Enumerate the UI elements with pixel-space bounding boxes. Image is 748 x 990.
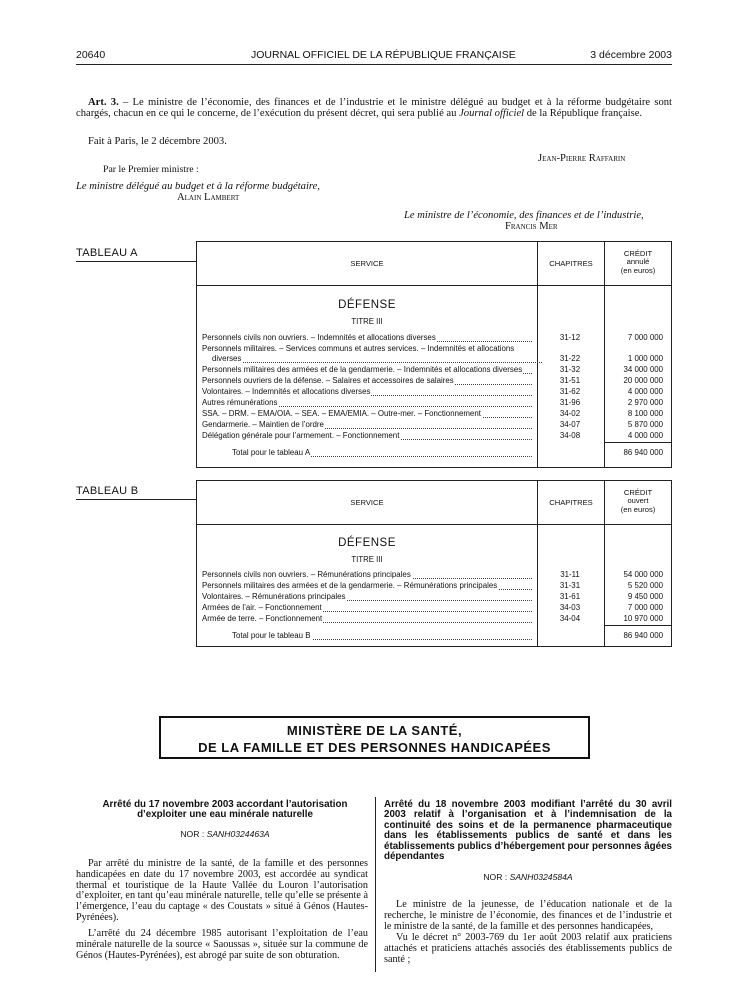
credit-cell: 7 000 000: [627, 333, 663, 342]
ministry-line-2: DE LA FAMILLE ET DES PERSONNES HANDICAPÉES: [198, 740, 551, 755]
left-nor: [84, 829, 366, 839]
col-credit-header: [605, 250, 671, 275]
total-row: [232, 631, 532, 642]
chapitre-cell: 31-32: [559, 365, 581, 374]
column-divider: [375, 797, 376, 972]
service-cell: Personnels civils non ouvriers. – Rémunérations principales: [202, 570, 411, 579]
chapitre-cell: 34-08: [559, 431, 581, 440]
chapitre-cell: 34-04: [559, 614, 581, 623]
right-para-1: Le ministre de la jeunesse, de l’éducation nationale et de la recherche, le ministre de l’économie, des finances et de l’industrie et le ministre de la santé, de la famille et des personnes handicapées,: [384, 899, 672, 932]
credit-cell: 4 000 000: [627, 431, 663, 440]
issue-date: 3 décembre 2003: [590, 49, 672, 61]
total-value: 86 940 000: [623, 631, 663, 640]
budget-minister-title: Le ministre délégué au budget et à la réforme budgétaire,: [76, 181, 321, 192]
journal-officiel-italic: Journal officiel: [459, 108, 525, 120]
col-chapitres-header: CHAPITRES: [549, 259, 593, 268]
tableau-a-label: TABLEAU A: [76, 247, 138, 259]
credit-header-line: CRÉDIT: [623, 488, 653, 497]
service-cell: Volontaires. – Rémunérations principales: [202, 592, 346, 601]
right-arrete-heading: Arrêté du 18 novembre 2003 modifiant l’arrêté du 30 avril 2003 relatif à l’organisation et à l’indemnisation de la continuité des soins et de la permanence pharmaceutique dans les établissements publics de santé et dans les établissements publics d’hébergement pour personnes âgées dépendantes: [384, 799, 673, 863]
tableau-b: [196, 480, 672, 647]
col-service-header: SERVICE: [350, 498, 384, 507]
table-row: [202, 398, 532, 409]
nor-label: NOR :: [180, 829, 207, 839]
chapitre-cell: 31-11: [560, 570, 580, 579]
credit-cell: 54 000 000: [623, 570, 663, 579]
tableau-a: [196, 241, 672, 468]
chapitre-cell: 31-62: [559, 387, 581, 396]
left-para-2: L’arrêté du 24 décembre 1985 autorisant l’exploitation de l’eau minérale naturelle de la source « Saoussas », située sur la commune de Génos (Hautes-Pyrénées), est abrogé par suite de son obturation.: [76, 928, 368, 961]
table-row: [202, 365, 532, 376]
total-label: Total pour le tableau B: [232, 631, 311, 640]
total-rule: [605, 442, 671, 443]
credit-cell: 34 000 000: [623, 365, 663, 374]
table-row: [202, 614, 532, 625]
left-arrete-heading: Arrêté du 17 novembre 2003 accordant l’autorisation d’exploiter une eau minérale naturelle: [102, 799, 348, 821]
total-rule: [605, 625, 671, 626]
left-para-1: Par arrêté du ministre de la santé, de la famille et des personnes handicapées en date du 17 novembre 2003, est accordée au syndicat thermal et touristique de la Haute Vallée du Louron l’autorisation d’exploiter, en tant qu’eau minérale naturelle, telle qu’elle se présente à l’émergence, l’eau du captage « des Coustats » situé à Génos (Hautes-Pyrénées).: [76, 858, 368, 923]
credit-cell: 10 970 000: [623, 614, 663, 623]
fait-a-paris: Fait à Paris, le 2 décembre 2003.: [88, 136, 227, 147]
service-cell: Gendarmerie. – Maintien de l’ordre: [202, 420, 324, 429]
section-defense: DÉFENSE: [338, 537, 396, 549]
tableau-b-label: TABLEAU B: [76, 485, 139, 497]
credit-cell: 20 000 000: [623, 376, 663, 385]
table-row: [202, 387, 532, 398]
total-value: 86 940 000: [623, 448, 663, 457]
chapitre-cell: 31-31: [559, 581, 581, 590]
service-cell: Personnels ouvriers de la défense. – Salaires et accessoires de salaires: [202, 376, 454, 385]
article-3: [76, 97, 672, 119]
table-row: [202, 592, 532, 603]
header-divider: [197, 285, 671, 286]
titre-iii: TITRE III: [351, 555, 383, 564]
service-cell: Volontaires. – Indemnités et allocations diverses: [202, 387, 371, 396]
article-text: – Le ministre de l’économie, des finances et de l’industrie et le ministre délégué au budget et à la réforme budgétaire sont chargés, chacun en ce qui le concerne, de l’exécution du présent décret, qui sera publié au: [76, 97, 672, 120]
table-row: [202, 603, 532, 614]
nor-label: NOR :: [483, 872, 510, 882]
chapitre-cell: 31-22: [559, 354, 581, 363]
chapitre-cell: 34-02: [559, 409, 581, 418]
ministry-line-1: MINISTÈRE DE LA SANTÉ,: [286, 723, 463, 738]
total-row: [232, 448, 532, 459]
table-row: [202, 409, 532, 420]
credit-header-line: CRÉDIT: [623, 249, 653, 258]
tableau-a-rule: [76, 261, 196, 262]
right-nor: [384, 872, 672, 882]
col-service-header: SERVICE: [350, 259, 384, 268]
chapitre-cell: 31-12: [559, 333, 581, 342]
journal-title: JOURNAL OFFICIEL DE LA RÉPUBLIQUE FRANÇAISE: [251, 49, 516, 61]
signatory-prime-minister: Jean-Pierre Raffarin: [538, 153, 626, 164]
chapitre-cell: 31-51: [559, 376, 581, 385]
chapitre-cell: 31-96: [559, 398, 581, 407]
credit-header-line: (en euros): [620, 265, 656, 275]
header-divider: [197, 524, 671, 525]
service-cell: Armée de terre. – Fonctionnement: [202, 614, 323, 623]
credit-cell: 2 970 000: [627, 398, 663, 407]
service-cell: Délégation générale pour l’armement. – Fonctionnement: [202, 431, 400, 440]
table-row-continued: [202, 354, 542, 365]
total-label: Total pour le tableau A: [232, 448, 311, 457]
service-cell: Personnels militaires. – Services communs et autres services. – Indemnités et allocations: [202, 344, 515, 353]
nor-code: SANH0324463A: [206, 829, 270, 839]
credit-cell: 4 000 000: [627, 387, 663, 396]
service-cell: Personnels civils non ouvriers. – Indemnités et allocations diverses: [202, 333, 436, 342]
credit-cell: 7 000 000: [627, 603, 663, 612]
credit-cell: 9 450 000: [627, 592, 663, 601]
col-chapitres-header: CHAPITRES: [549, 498, 593, 507]
page-number: 20640: [76, 49, 106, 61]
nor-code: SANH0324584A: [509, 872, 573, 882]
col-credit-header: [605, 489, 671, 514]
service-cell: Armées de l’air. – Fonctionnement: [202, 603, 322, 612]
service-cell: diverses: [212, 354, 242, 363]
service-cell: Personnels militaires des armées et de la gendarmerie. – Rémunérations principales: [202, 581, 498, 590]
credit-header-line: (en euros): [620, 504, 656, 514]
service-cell: Autres rémunérations: [202, 398, 278, 407]
chapitre-cell: 34-03: [559, 603, 581, 612]
credit-cell: 8 100 000: [627, 409, 663, 418]
tableau-b-rule: [76, 499, 196, 500]
running-header: [76, 49, 672, 63]
table-row: [202, 581, 532, 592]
credit-cell: 5 870 000: [627, 420, 663, 429]
credit-cell: 5 520 000: [627, 581, 663, 590]
right-para-2: Vu le décret n° 2003-769 du 1er août 2003 relatif aux praticiens attachés et praticiens attachés associés des établissements publics de santé ;: [384, 932, 672, 965]
table-row: [202, 431, 532, 442]
table-row: [202, 333, 532, 344]
article-text-end: de la République française.: [524, 108, 643, 120]
credit-header-line: annulé: [626, 257, 650, 267]
eco-minister-title: Le ministre de l’économie, des finances et de l’industrie,: [404, 210, 644, 221]
ministry-banner: [159, 716, 590, 759]
table-row: [202, 570, 532, 581]
table-row: [202, 376, 532, 387]
chapitre-cell: 31-61: [559, 592, 581, 601]
section-defense: DÉFENSE: [338, 299, 396, 311]
article-label: Art. 3.: [88, 97, 119, 108]
header-rule: [76, 64, 672, 65]
service-cell: SSA. – DRM. – EMA/OIA. – SEA. – EMA/EMIA. – Outre-mer. – Fonctionnement: [202, 409, 481, 418]
chapitre-cell: 34-07: [559, 420, 581, 429]
titre-iii: TITRE III: [351, 317, 383, 326]
budget-minister-name: Alain Lambert: [177, 192, 240, 203]
credit-cell: 1 000 000: [627, 354, 663, 363]
par-premier-ministre: Par le Premier ministre :: [103, 164, 199, 175]
table-row: [202, 420, 532, 431]
service-cell: Personnels militaires des armées et de la gendarmerie. – Indemnités et allocations diverses: [202, 365, 523, 374]
eco-minister-name: Francis Mer: [505, 221, 558, 232]
credit-header-line: ouvert: [627, 496, 649, 506]
